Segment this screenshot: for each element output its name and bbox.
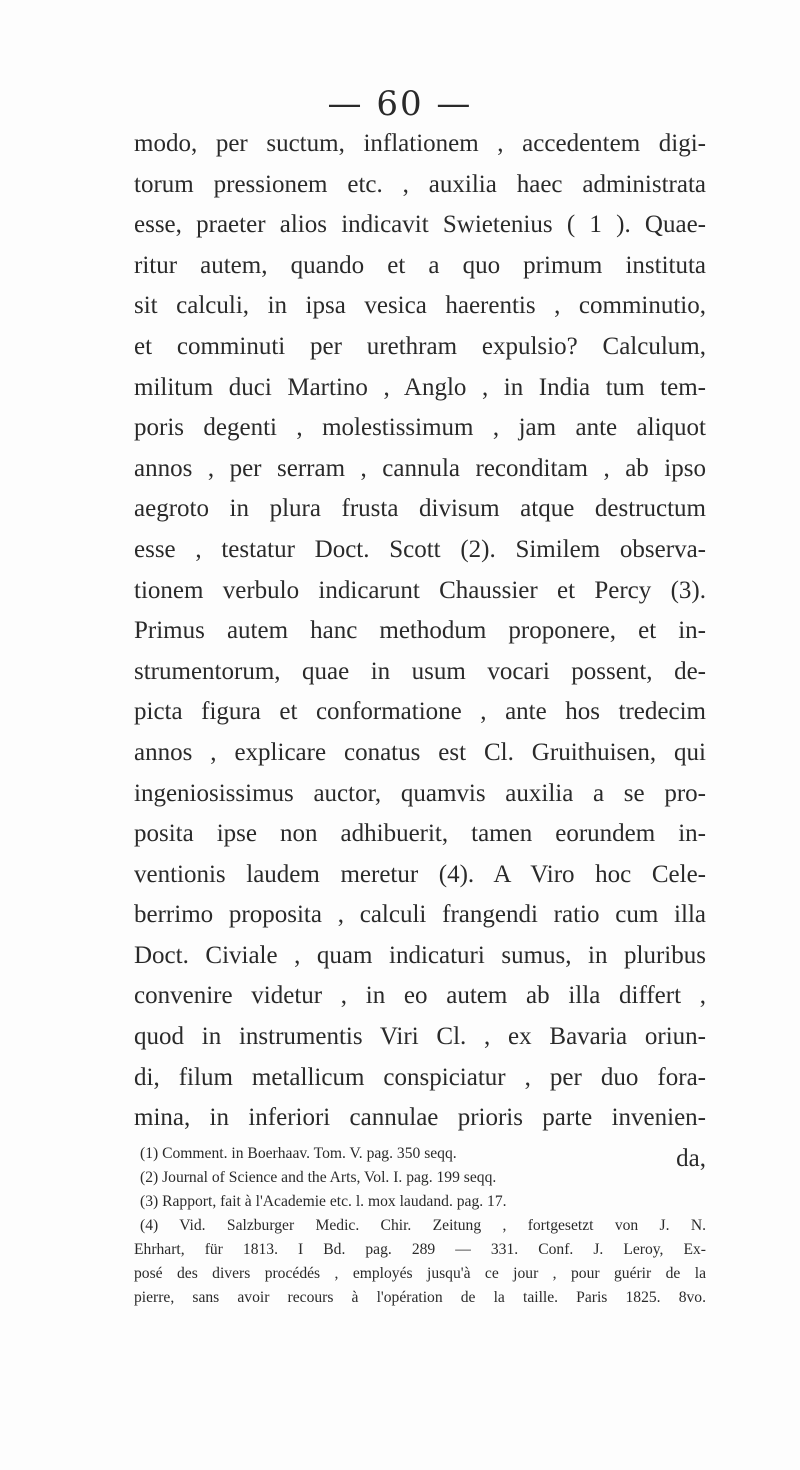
page-number: — 60 —: [327, 84, 473, 124]
text-line: et comminuti per urethram expulsio? Calculum,: [134, 332, 706, 360]
text-line: strumentorum, quae in usum vocari possent, de-: [134, 657, 706, 685]
text-line: aegroto in plura frusta divisum atque destructum: [134, 495, 706, 523]
text-line: picta figura et conformatione , ante hos tredecim: [134, 698, 706, 726]
text-line: Doct. Civiale , quam indicaturi sumus, in pluribus: [134, 941, 706, 969]
text-line: sit calculi, in ipsa vesica haerentis , comminutio,: [134, 292, 706, 320]
footnote-4: (4) Vid. Salzburger Medic. Chir. Zeitung , fortgesetzt von J. N.: [140, 1217, 706, 1234]
text-line: berrimo proposita , calculi frangendi ratio cum illa: [134, 901, 706, 929]
footnote-4-continued: posé des divers procédés , employés jusqu'à ce jour , pour guérir de la: [134, 1265, 706, 1282]
footnote-2: (2) Journal of Science and the Arts, Vol. I. pag. 199 seqq.: [140, 1169, 497, 1186]
text-line: ritur autem, quando et a quo primum instituta: [134, 251, 706, 279]
footnotes: [134, 1142, 706, 1310]
text-line: modo, per suctum, inflationem , accedentem digi-: [134, 130, 706, 157]
text-line: esse , testatur Doct. Scott (2). Similem observa-: [134, 535, 706, 563]
text-line: esse, praeter alios indicavit Swietenius ( 1 ). Quae-: [134, 211, 706, 239]
body-text: [134, 124, 706, 1179]
text-line: annos , per serram , cannula reconditam , ab ipso: [134, 454, 706, 482]
text-line: annos , explicare conatus est Cl. Gruithuisen, qui: [134, 738, 706, 766]
text-line: ventionis laudem meretur (4). A Viro hoc Cele-: [134, 860, 706, 888]
text-line: quod in instrumentis Viri Cl. , ex Bavaria oriun-: [134, 1023, 706, 1051]
text-line: di, filum metallicum conspiciatur , per duo fora-: [134, 1063, 706, 1091]
footnote-4-continued: Ehrhart, für 1813. I Bd. pag. 289 — 331. Conf. J. Leroy, Ex-: [134, 1241, 706, 1258]
text-line: mina, in inferiori cannulae prioris parte invenien-: [134, 1104, 706, 1132]
text-line: posita ipse non adhibuerit, tamen eorundem in-: [134, 820, 706, 848]
text-line: torum pressionem etc. , auxilia haec administrata: [134, 170, 706, 198]
text-line: poris degenti , molestissimum , jam ante aliquot: [134, 414, 706, 442]
footnote-3: (3) Rapport, fait à l'Academie etc. l. mox laudand. pag. 17.: [140, 1193, 507, 1210]
catchword: da,: [676, 1144, 706, 1172]
text-line: Primus autem hanc methodum proponere, et in-: [134, 617, 706, 645]
footnote-4-continued: pierre, sans avoir recours à l'opération de la taille. Paris 1825. 8vo.: [134, 1289, 706, 1306]
text-line: tionem verbulo indicarunt Chaussier et Percy (3).: [134, 576, 706, 604]
text-line: militum duci Martino , Anglo , in India tum tem-: [134, 373, 706, 401]
text-line: ingeniosissimus auctor, quamvis auxilia a se pro-: [134, 779, 706, 807]
footnote-1: (1) Comment. in Boerhaav. Tom. V. pag. 350 seqq.: [140, 1145, 457, 1162]
text-line: convenire videtur , in eo autem ab illa differt ,: [134, 982, 706, 1010]
